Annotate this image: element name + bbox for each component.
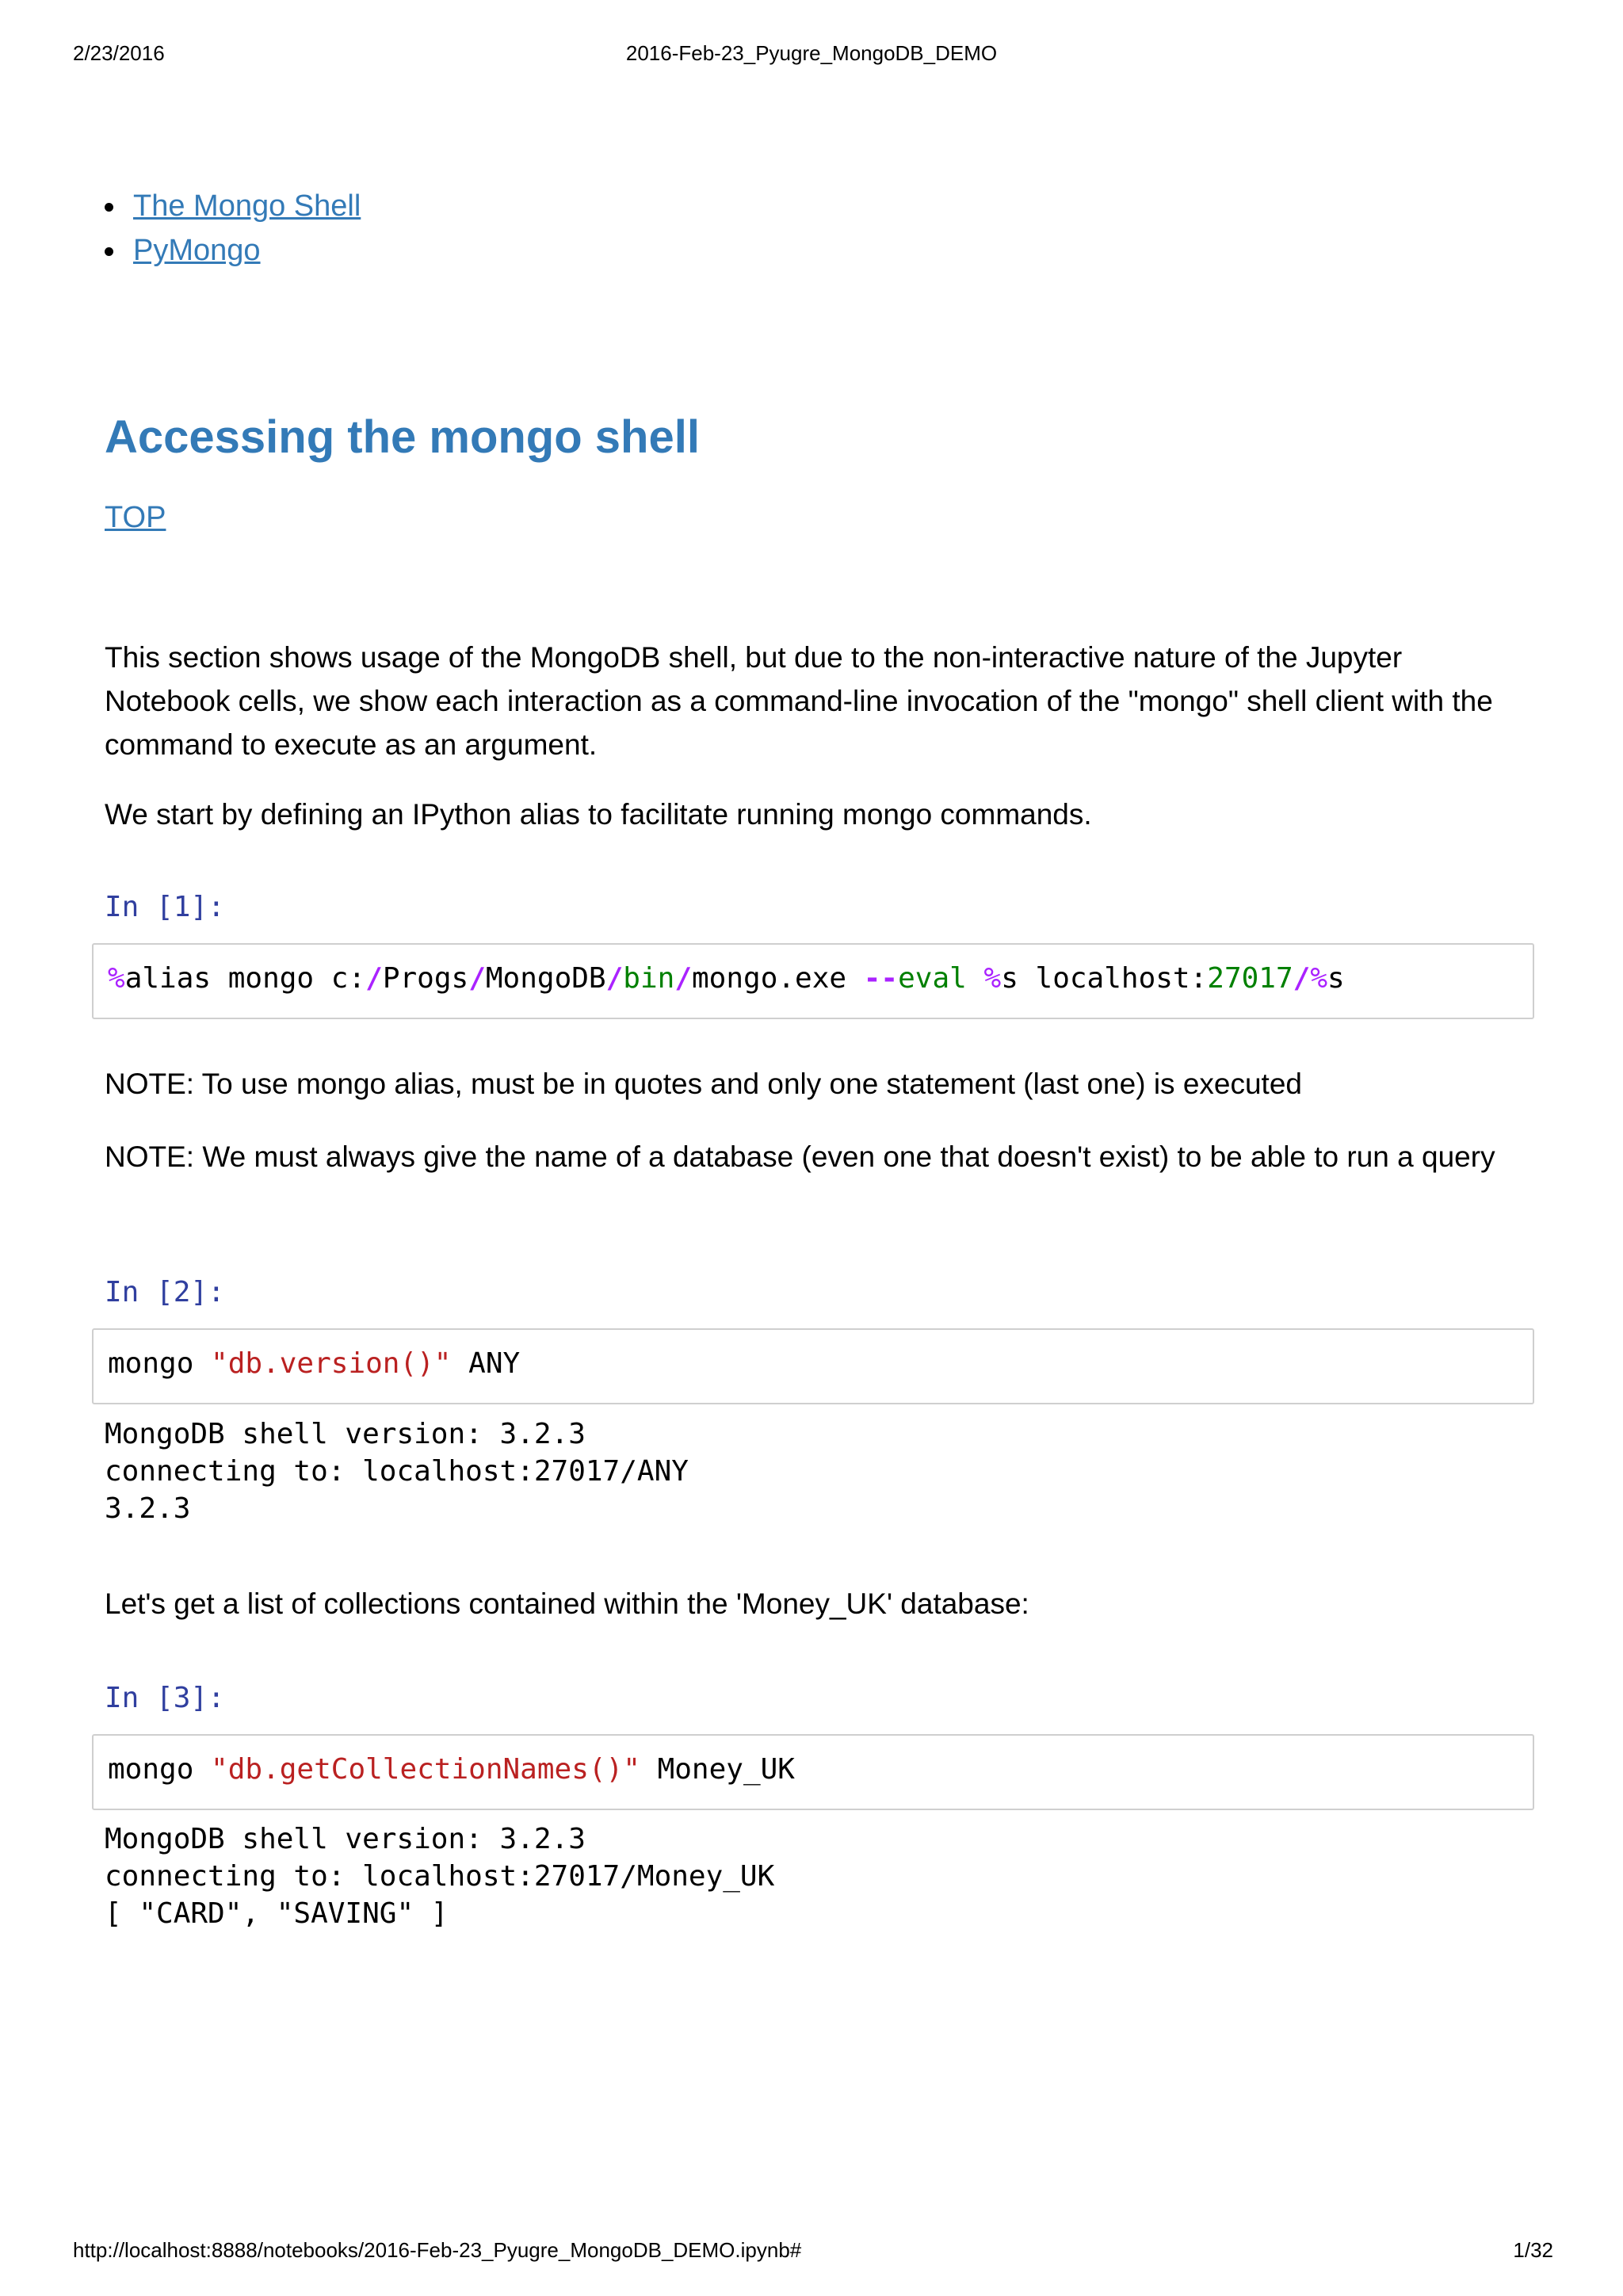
cell1-token: / [468,962,486,995]
table-of-contents [133,184,361,273]
cell1-token: s [1327,962,1345,995]
print-date: 2/23/2016 [73,41,165,65]
toc-item-mongo-shell [133,184,361,228]
cell1-token: / [1293,962,1311,995]
cell1-token: % [1310,962,1328,995]
cell3-db: Money_UK [640,1753,795,1786]
cell1-token: / [674,962,692,995]
print-title: 2016-Feb-23_Pyugre_MongoDB_DEMO [625,41,998,65]
cell1-token: % [108,962,125,995]
print-url: http://localhost:8888/notebooks/2016-Feb-23_Pyugre_MongoDB_DEMO.ipynb# [73,2238,802,2262]
cell1-token: mongo.exe [692,962,864,995]
cell1-input[interactable] [92,943,1534,1019]
cell3-prompt: In [3]: [105,1682,225,1714]
cell3-output: MongoDB shell version: 3.2.3 connecting to: localhost:27017/Money_UK [ "CARD", "SAVING" ] [105,1823,775,1930]
note-alias-quotes: NOTE: To use mongo alias, must be in quotes and only one statement (last one) is executed [105,1068,1302,1100]
top-link[interactable]: TOP [105,501,166,534]
cell3-cmd: mongo [108,1753,212,1786]
cell3-arg: "db.getCollectionNames()" [211,1753,640,1786]
print-footer [0,2238,1623,2265]
cell1-token: eval [898,962,967,995]
cell1-prompt: In [1]: [105,891,225,923]
cell1-token: % [983,962,1002,995]
cell2-prompt: In [2]: [105,1276,225,1308]
cell1-code [108,962,1345,995]
cell2-code [108,1347,520,1380]
print-header [0,41,1623,68]
toc-item-pymongo [133,228,361,273]
cell1-token: -- [863,962,899,995]
cell1-token: bin [623,962,675,995]
cell3-input[interactable] [92,1734,1534,1810]
cell1-token: alias mongo c: [124,962,366,995]
alias-paragraph: We start by defining an IPython alias to facilitate running mongo commands. [105,798,1092,831]
cell1-token [967,962,984,995]
cell1-token: 27017 [1207,962,1293,995]
cell3-code [108,1753,795,1786]
cell1-token: / [365,962,383,995]
intro-paragraph: This section shows usage of the MongoDB shell, but due to the non-interactive nature of the Jupyter Notebook cells, we show each interaction as a command-line invocation of the "mongo" shell client with the command to execute as an argument. [105,641,1493,761]
section-heading: Accessing the mongo shell [105,411,700,463]
cell2-output: MongoDB shell version: 3.2.3 connecting to: localhost:27017/ANY 3.2.3 [105,1418,689,1525]
cell1-token: MongoDB [485,962,606,995]
cell2-input[interactable] [92,1328,1534,1404]
collections-paragraph: Let's get a list of collections contained within the 'Money_UK' database: [105,1587,1029,1620]
print-page-number: 1/32 [1513,2238,1553,2262]
toc-link-pymongo[interactable]: PyMongo [133,234,261,267]
cell2-cmd: mongo [108,1347,212,1380]
cell1-token: / [605,962,624,995]
cell2-db: ANY [451,1347,521,1380]
cell1-token: Progs [382,962,469,995]
note-database-name: NOTE: We must always give the name of a database (even one that doesn't exist) to be able to run a query [105,1140,1495,1173]
cell1-token: s localhost: [1001,962,1208,995]
cell2-arg: "db.version()" [211,1347,452,1380]
toc-link-mongo-shell[interactable]: The Mongo Shell [133,189,361,223]
